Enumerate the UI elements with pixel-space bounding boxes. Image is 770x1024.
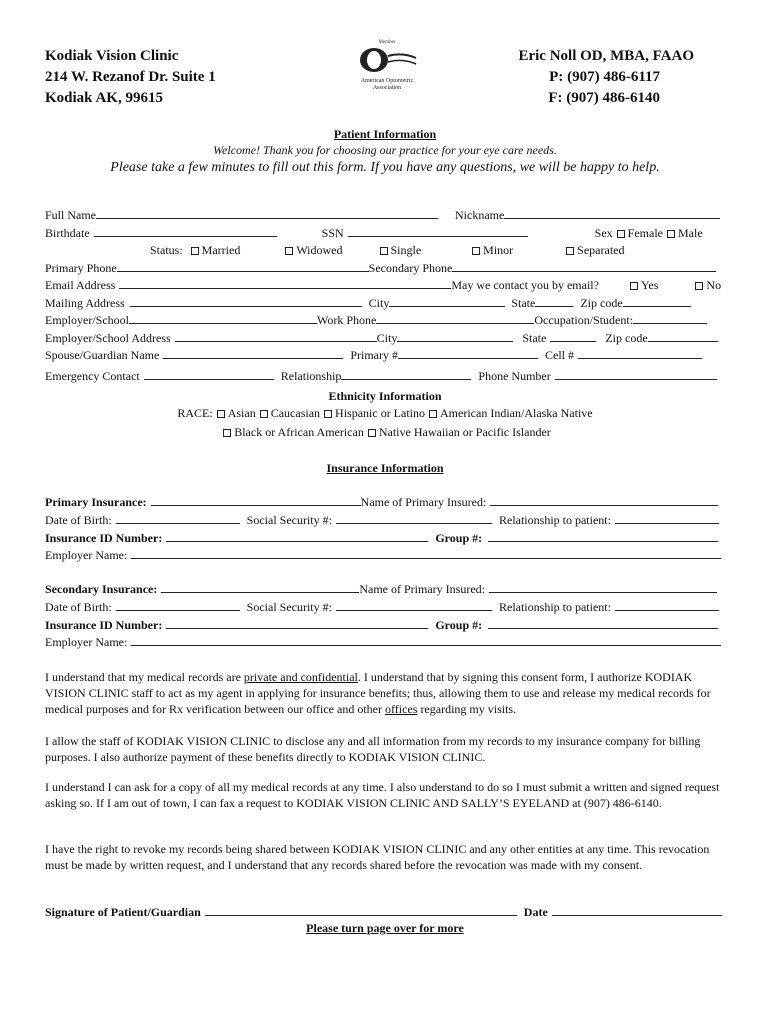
city-label: City <box>368 296 390 310</box>
primary-phone-field[interactable] <box>117 261 369 272</box>
clinic-address-line2: Kodiak AK, 99615 <box>45 90 163 106</box>
secondary-ss-field[interactable] <box>336 600 492 611</box>
signature-row <box>45 905 722 920</box>
work-phone-label: Work Phone <box>317 313 377 327</box>
primary-insured-name-field[interactable] <box>490 495 718 506</box>
secondary-id-row <box>45 618 718 633</box>
secondary-dob-field[interactable] <box>116 600 240 611</box>
ssn-label: SSN <box>321 226 344 240</box>
consent-p1-underlined-private: private and confidential <box>243 670 358 684</box>
date-field[interactable] <box>552 905 722 916</box>
spouse-label: Spouse/Guardian Name <box>45 348 160 362</box>
secondary-insurance-field[interactable] <box>161 582 359 593</box>
mailing-label: Mailing Address <box>45 296 125 310</box>
consent-p1-underlined-offices: offices <box>385 702 418 716</box>
asian-label: Asian <box>227 406 256 420</box>
secondary-phone-field[interactable] <box>452 261 716 272</box>
primary-id-field[interactable] <box>166 531 428 542</box>
hawaiian-label: Native Hawaiian or Pacific Islander <box>378 425 551 439</box>
single-label: Single <box>390 243 422 257</box>
primary-id-label: Insurance ID Number: <box>45 531 163 545</box>
spouse-field[interactable] <box>163 348 343 359</box>
clinic-name: Kodiak Vision Clinic <box>45 48 179 64</box>
work-phone-field[interactable] <box>376 313 534 324</box>
row-status <box>150 243 624 258</box>
secondary-insured-name-field[interactable] <box>489 582 717 593</box>
black-label: Black or African American <box>234 425 364 439</box>
zip-label: Zip code <box>580 296 623 310</box>
mailing-field[interactable] <box>130 296 362 307</box>
spouse-primary-label: Primary # <box>350 348 398 362</box>
female-checkbox[interactable] <box>617 230 625 238</box>
insurance-title: Insurance Information <box>326 461 444 475</box>
married-label: Married <box>201 243 241 257</box>
consent-p1-part-a: I understand that my medical records are <box>45 670 244 684</box>
logo-top-text: Member <box>378 40 396 45</box>
employer-state-label: State <box>522 331 547 345</box>
native-american-checkbox[interactable] <box>429 410 437 418</box>
married-checkbox[interactable] <box>191 247 199 255</box>
race-row-2 <box>0 425 770 440</box>
secondary-rel-field[interactable] <box>615 600 719 611</box>
phone-number-label: Phone Number <box>478 369 551 383</box>
primary-insurance-row <box>45 495 718 510</box>
primary-group-field[interactable] <box>488 531 718 542</box>
caucasian-label: Caucasian <box>270 406 321 420</box>
row-full-name <box>45 208 720 223</box>
female-label: Female <box>627 226 663 240</box>
secondary-employer-label: Employer Name: <box>45 635 128 649</box>
secondary-insurance-row <box>45 582 717 597</box>
secondary-insured-name-label: Name of Primary Insured: <box>359 582 485 596</box>
consent-paragraph-2: I allow the staff of KODIAK VISION CLINIC to disclose any and all information from my records to my insurance company for billing purposes. I also authorize payment of these benefits directly to KODIAK VISION CLINIC. <box>45 734 701 764</box>
email-no-label: No <box>706 278 722 292</box>
row-birthdate <box>45 226 703 241</box>
consent-paragraph-4: I have the right to revoke my records being shared between KODIAK VISION CLINIC and any other entities at any time. This revocation must be made by written request, and I understand that any records shared before the revocation was made with my consent. <box>45 842 710 872</box>
logo-line2: Association <box>372 85 402 91</box>
employer-address-field[interactable] <box>175 331 377 342</box>
clinic-address-line1: 214 W. Rezanof Dr. Suite 1 <box>45 69 216 85</box>
doctor-fax: F: (907) 486-6140 <box>548 90 660 106</box>
full-name-field[interactable] <box>96 208 438 219</box>
secondary-group-field[interactable] <box>488 618 718 629</box>
signature-label: Signature of Patient/Guardian <box>45 905 201 919</box>
secondary-employer-row <box>45 635 721 650</box>
row-phones <box>45 261 716 276</box>
nickname-field[interactable] <box>504 208 720 219</box>
email-yes-label: Yes <box>640 278 659 292</box>
primary-group-label: Group #: <box>435 531 483 545</box>
employer-state-field[interactable] <box>550 331 596 342</box>
employer-city-label: City <box>376 331 398 345</box>
primary-rel-label: Relationship to patient: <box>498 513 611 527</box>
row-mailing <box>45 296 691 311</box>
secondary-id-field[interactable] <box>166 618 428 629</box>
primary-dob-field[interactable] <box>116 513 240 524</box>
sex-label: Sex <box>594 226 613 240</box>
cell-label: Cell # <box>544 348 574 362</box>
primary-insured-name-label: Name of Primary Insured: <box>360 495 487 509</box>
secondary-phone-label: Secondary Phone <box>368 261 453 275</box>
occupation-label: Occupation/Student: <box>534 313 634 327</box>
consent-p1-part-e: regarding my visits. <box>417 702 517 716</box>
state-label: State <box>511 296 536 310</box>
male-label: Male <box>678 226 703 240</box>
employer-zip-label: Zip code <box>605 331 648 345</box>
doctor-name: Eric Noll OD, MBA, FAAO <box>518 48 694 64</box>
cell-field[interactable] <box>578 348 702 359</box>
black-checkbox[interactable] <box>223 429 231 437</box>
row-employer <box>45 313 707 328</box>
relationship-field[interactable] <box>341 369 471 380</box>
nickname-label: Nickname <box>455 208 505 222</box>
consent-paragraph-3: I understand I can ask for a copy of all my medical records at any time. I also understand to do so I must submit a written and signed request asking so. If I am out of town, I can fax a request to KODIAK VISION CLINIC AND SALLY’S EYELAND at (907) 486-6140. <box>45 780 720 810</box>
ethnicity-title: Ethnicity Information <box>328 389 442 403</box>
secondary-insurance-label: Secondary Insurance: <box>45 582 158 596</box>
city-field[interactable] <box>389 296 505 307</box>
primary-dob-label: Date of Birth: <box>45 513 112 527</box>
zip-field[interactable] <box>623 296 691 307</box>
male-checkbox[interactable] <box>667 230 675 238</box>
employer-city-field[interactable] <box>397 331 513 342</box>
primary-employer-label: Employer Name: <box>45 548 128 562</box>
primary-dob-row <box>45 513 719 528</box>
email-field[interactable] <box>119 278 451 289</box>
secondary-dob-label: Date of Birth: <box>45 600 112 614</box>
state-field[interactable] <box>535 296 573 307</box>
primary-insurance-label: Primary Insurance: <box>45 495 147 509</box>
row-employer-address <box>45 331 718 346</box>
instructions-text: Please take a few minutes to fill out this form. If you have any questions, we will be happy to help. <box>110 160 660 175</box>
aoa-logo <box>352 40 422 95</box>
primary-id-row <box>45 531 718 546</box>
employer-address-label: Employer/School Address <box>45 331 171 345</box>
hispanic-label: Hispanic or Latino <box>335 406 426 420</box>
employer-zip-field[interactable] <box>648 331 718 342</box>
race-label: RACE: <box>177 406 213 420</box>
birthdate-field[interactable] <box>94 226 277 237</box>
primary-ss-field[interactable] <box>336 513 492 524</box>
row-emergency <box>45 369 717 384</box>
email-label: Email Address <box>45 278 116 292</box>
primary-ss-label: Social Security #: <box>246 513 332 527</box>
asian-checkbox[interactable] <box>217 410 225 418</box>
consent-paragraph-1 <box>45 669 735 717</box>
logo-line1: American Optometric <box>360 78 414 84</box>
status-label: Status: <box>150 243 183 257</box>
employer-school-label: Employer/School <box>45 313 129 327</box>
doctor-phone: P: (907) 486-6117 <box>549 69 660 85</box>
secondary-rel-label: Relationship to patient: <box>498 600 611 614</box>
row-email <box>45 278 721 293</box>
secondary-id-label: Insurance ID Number: <box>45 618 163 632</box>
footer-note: Please turn page over for more <box>306 921 464 935</box>
widowed-label: Widowed <box>296 243 343 257</box>
email-no-checkbox[interactable] <box>695 282 703 290</box>
employer-school-field[interactable] <box>129 313 317 324</box>
secondary-dob-row <box>45 600 719 615</box>
full-name-label: Full Name <box>45 208 96 222</box>
welcome-text: Welcome! Thank you for choosing our practice for your eye care needs. <box>213 143 557 157</box>
emergency-field[interactable] <box>144 369 274 380</box>
phone-number-field[interactable] <box>555 369 717 380</box>
hispanic-checkbox[interactable] <box>324 410 332 418</box>
email-contact-label: May we contact you by email? <box>451 278 599 292</box>
hawaiian-checkbox[interactable] <box>368 429 376 437</box>
secondary-ss-label: Social Security #: <box>246 600 332 614</box>
primary-employer-field[interactable] <box>131 548 721 559</box>
ssn-field[interactable] <box>348 226 528 237</box>
caucasian-checkbox[interactable] <box>260 410 268 418</box>
relationship-label: Relationship <box>280 369 342 383</box>
consent-p1-part-c: . I understand that by signing this consent form, I authorize KODIAK VISION CLINIC staff to act as my agent in applying for insurance benefits; thus, allowing them to use and release my medical records for medical purposes and for Rx verification between our office and other <box>45 670 711 716</box>
minor-label: Minor <box>483 243 514 257</box>
separated-checkbox[interactable] <box>566 247 574 255</box>
primary-rel-field[interactable] <box>615 513 719 524</box>
signature-field[interactable] <box>205 905 517 916</box>
occupation-field[interactable] <box>633 313 707 324</box>
secondary-group-label: Group #: <box>435 618 483 632</box>
date-label: Date <box>523 905 548 919</box>
eye-logo-icon <box>352 46 422 74</box>
spouse-primary-field[interactable] <box>398 348 538 359</box>
form-title: Patient Information <box>333 127 437 141</box>
separated-label: Separated <box>577 243 625 257</box>
primary-insurance-field[interactable] <box>151 495 361 506</box>
race-row-1 <box>0 406 770 421</box>
email-yes-checkbox[interactable] <box>630 282 638 290</box>
emergency-label: Emergency Contact <box>45 369 140 383</box>
widowed-checkbox[interactable] <box>285 247 293 255</box>
single-checkbox[interactable] <box>380 247 388 255</box>
row-spouse <box>45 348 702 363</box>
secondary-employer-field[interactable] <box>131 635 721 646</box>
native-american-label: American Indian/Alaska Native <box>440 406 593 420</box>
minor-checkbox[interactable] <box>472 247 480 255</box>
primary-employer-row <box>45 548 721 563</box>
primary-phone-label: Primary Phone <box>45 261 117 275</box>
birthdate-label: Birthdate <box>45 226 90 240</box>
